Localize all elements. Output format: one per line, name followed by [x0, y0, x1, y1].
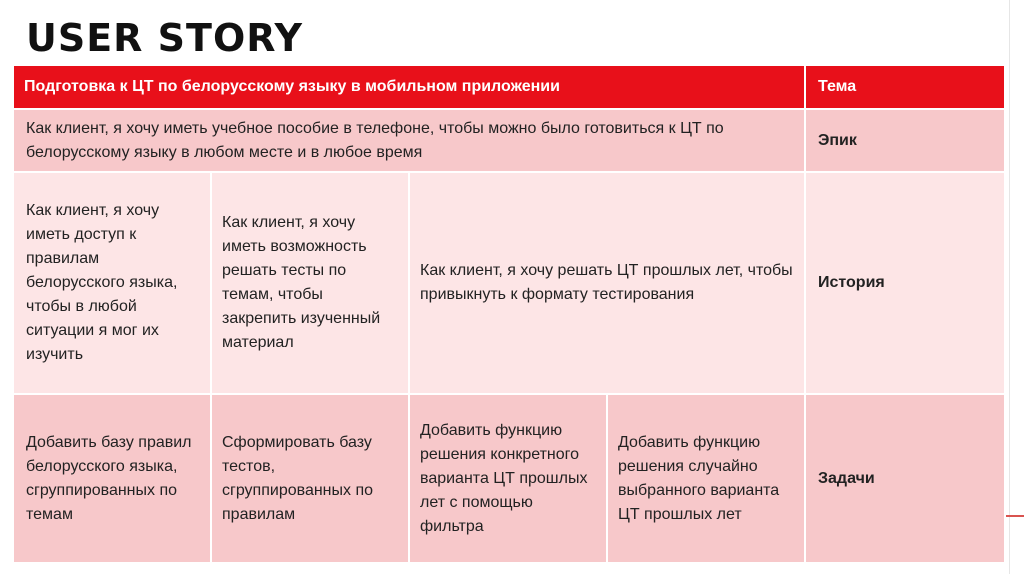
story-cell-1: Как клиент, я хочу иметь доступ к правилам белорусского языка, чтобы в любой ситуации я мог их изучить — [14, 173, 212, 395]
decorative-divider — [1009, 0, 1010, 574]
header-label-cell: Тема — [806, 66, 1006, 110]
story-cell-2: Как клиент, я хочу иметь возможность решать тесты по темам, чтобы закрепить изученный материал — [212, 173, 410, 395]
task-cell-4: Добавить функцию решения случайно выбранного варианта ЦТ прошлых лет — [608, 395, 806, 564]
page-title: USER STORY — [26, 16, 303, 60]
epic-text-cell: Как клиент, я хочу иметь учебное пособие в телефоне, чтобы можно было готовиться к ЦТ по белорусскому языку в любом месте и в любое время — [14, 110, 806, 173]
story-label-cell: История — [806, 173, 1006, 395]
story-cell-3: Как клиент, я хочу решать ЦТ прошлых лет, чтобы привыкнуть к формату тестирования — [410, 173, 806, 395]
epic-label-cell: Эпик — [806, 110, 1006, 173]
task-label-cell: Задачи — [806, 395, 1006, 564]
task-cell-1: Добавить базу правил белорусского языка, сгруппированных по темам — [14, 395, 212, 564]
user-story-table — [14, 66, 1006, 564]
task-cell-3: Добавить функцию решения конкретного варианта ЦТ прошлых лет с помощью фильтра — [410, 395, 608, 564]
task-cell-2: Сформировать базу тестов, сгруппированных по правилам — [212, 395, 410, 564]
header-topic-cell: Подготовка к ЦТ по белорусскому языку в мобильном приложении — [14, 66, 806, 110]
